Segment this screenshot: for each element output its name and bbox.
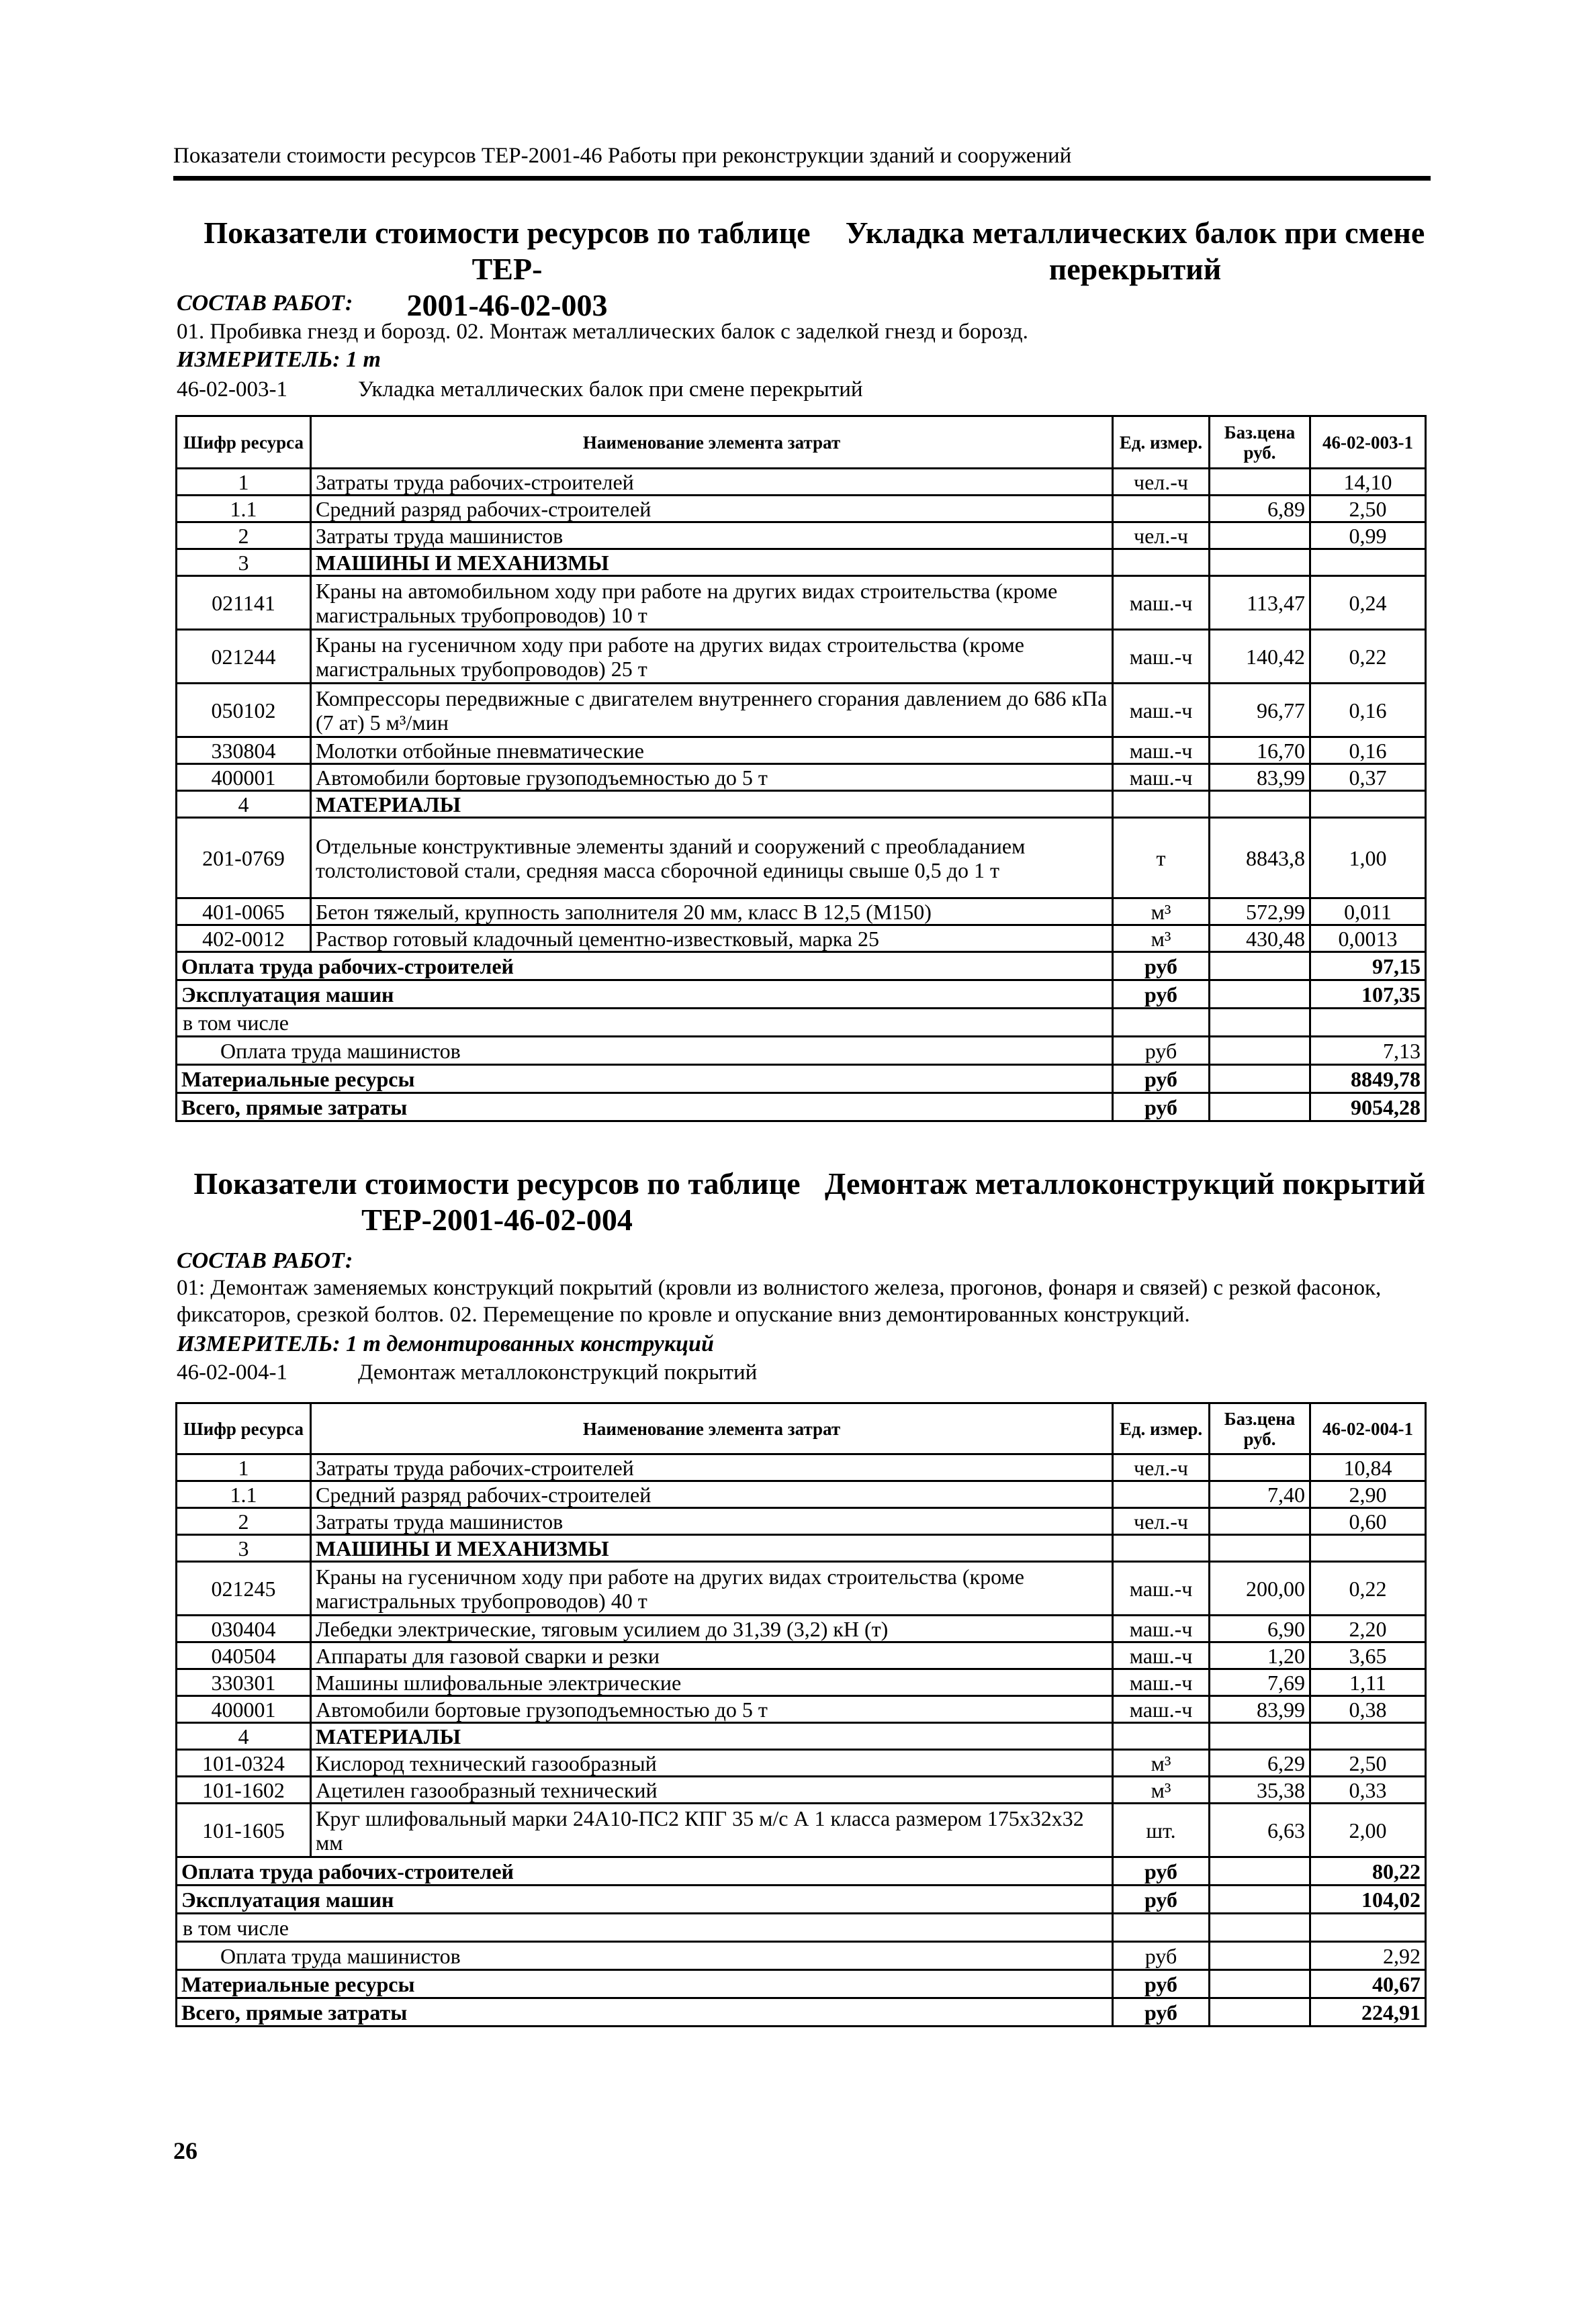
cell-unit: чел.-ч [1113, 469, 1210, 496]
cell-price [1210, 522, 1310, 549]
section-1-code: 46-02-003-1 [177, 377, 287, 402]
cell-unit: м³ [1113, 1750, 1210, 1777]
cell-code: 101-1605 [177, 1804, 311, 1857]
cell-price: 6,89 [1210, 496, 1310, 522]
cell-price [1210, 791, 1310, 818]
section-2-code-line [177, 1359, 757, 1386]
cell-code: 021245 [177, 1562, 311, 1616]
cell-unit [1113, 791, 1210, 818]
header-rule [173, 176, 1431, 181]
summary-row [177, 1998, 1426, 2027]
cell-unit [1113, 1535, 1210, 1562]
cell-price: 140,42 [1210, 630, 1310, 684]
summary-empty [1210, 1886, 1310, 1914]
cell-name: МАШИНЫ И МЕХАНИЗМЫ [311, 549, 1113, 576]
section-2-measure: ИЗМЕРИТЕЛЬ: 1 т демонтированных конструкций [177, 1332, 714, 1356]
col-header-name: Наименование элемента затрат [311, 416, 1113, 469]
cell-code: 050102 [177, 684, 311, 737]
cell-unit: маш.-ч [1113, 764, 1210, 791]
cell-name: Раствор готовый кладочный цементно-известковый, марка 25 [311, 925, 1113, 952]
cell-unit [1113, 1481, 1210, 1508]
summary-value: 40,67 [1310, 1970, 1426, 1998]
cell-name: Краны на гусеничном ходу при работе на других видах строительства (кроме магистральных трубопроводов) 25 т [311, 630, 1113, 684]
cell-code: 3 [177, 1535, 311, 1562]
table-row [177, 1696, 1426, 1723]
summary-label: Материальные ресурсы [177, 1065, 1113, 1093]
summary-row [177, 1914, 1426, 1942]
cell-norm: 0,38 [1310, 1696, 1426, 1723]
cell-code: 330301 [177, 1669, 311, 1696]
summary-empty [1210, 952, 1310, 980]
cell-name: Автомобили бортовые грузоподъемностью до 5 т [311, 764, 1113, 791]
summary-empty [1210, 1093, 1310, 1121]
cell-norm [1310, 549, 1426, 576]
summary-unit: руб [1113, 1037, 1210, 1065]
cell-norm: 0,24 [1310, 576, 1426, 630]
summary-value: 104,02 [1310, 1886, 1426, 1914]
section-1-operations: 01. Пробивка гнезд и борозд. 02. Монтаж металлических балок с заделкой гнезд и борозд. [177, 320, 1028, 344]
page-header: Показатели стоимости ресурсов ТЕР-2001-46 Работы при реконструкции зданий и сооружений [173, 144, 1072, 168]
summary-value: 224,91 [1310, 1998, 1426, 2027]
summary-label: Оплата труда машинистов [177, 1942, 1113, 1970]
summary-row [177, 1857, 1426, 1886]
summary-value: 2,92 [1310, 1942, 1426, 1970]
cell-unit: м³ [1113, 925, 1210, 952]
table-row [177, 898, 1426, 925]
table-row [177, 522, 1426, 549]
cell-norm: 2,90 [1310, 1481, 1426, 1508]
cell-code: 1.1 [177, 496, 311, 522]
table-row [177, 1508, 1426, 1535]
summary-empty [1210, 1970, 1310, 1998]
summary-label: Оплата труда рабочих-строителей [177, 1857, 1113, 1886]
cell-code: 040504 [177, 1642, 311, 1669]
cell-norm: 0,33 [1310, 1777, 1426, 1804]
cell-unit [1113, 496, 1210, 522]
summary-value: 107,35 [1310, 980, 1426, 1009]
cell-name: Затраты труда машинистов [311, 1508, 1113, 1535]
cell-name: Затраты труда машинистов [311, 522, 1113, 549]
page-number: 26 [173, 2137, 197, 2164]
cell-price [1210, 1454, 1310, 1481]
cell-norm: 14,10 [1310, 469, 1426, 496]
summary-unit: руб [1113, 1998, 1210, 2027]
cell-price: 6,63 [1210, 1804, 1310, 1857]
summary-empty [1210, 1857, 1310, 1886]
cell-code: 1.1 [177, 1481, 311, 1508]
summary-empty [1210, 1914, 1310, 1942]
cell-unit: т [1113, 818, 1210, 898]
table-row [177, 818, 1426, 898]
cell-name: Лебедки электрические, тяговым усилием до 31,39 (3,2) кН (т) [311, 1616, 1113, 1642]
summary-value: 7,13 [1310, 1037, 1426, 1065]
summary-row [177, 1065, 1426, 1093]
summary-empty [1210, 1037, 1310, 1065]
section-1-title [175, 215, 1431, 324]
table-row [177, 925, 1426, 952]
cell-price: 16,70 [1210, 737, 1310, 764]
cell-code: 201-0769 [177, 818, 311, 898]
table-row [177, 1454, 1426, 1481]
section-2-sostav-label: СОСТАВ РАБОТ: [177, 1248, 353, 1273]
cell-code: 2 [177, 1508, 311, 1535]
section-2-code-desc: Демонтаж металлоконструкций покрытий [358, 1360, 758, 1385]
summary-row [177, 1942, 1426, 1970]
summary-unit: руб [1113, 1886, 1210, 1914]
summary-row [177, 952, 1426, 980]
col-header-norm: 46-02-003-1 [1310, 416, 1426, 469]
cell-unit [1113, 549, 1210, 576]
cell-code: 400001 [177, 764, 311, 791]
summary-unit: руб [1113, 1970, 1210, 1998]
cell-norm: 2,50 [1310, 1750, 1426, 1777]
cell-code: 021244 [177, 630, 311, 684]
cell-unit: маш.-ч [1113, 630, 1210, 684]
summary-label: Оплата труда рабочих-строителей [177, 952, 1113, 980]
cell-price: 8843,8 [1210, 818, 1310, 898]
summary-unit [1113, 1914, 1210, 1942]
cell-name: Ацетилен газообразный технический [311, 1777, 1113, 1804]
col-header-price: Баз.цена руб. [1210, 416, 1310, 469]
summary-empty [1210, 1065, 1310, 1093]
section-1-table [175, 415, 1427, 1122]
summary-unit: руб [1113, 1093, 1210, 1121]
table-row [177, 1616, 1426, 1642]
cell-code: 101-0324 [177, 1750, 311, 1777]
cell-norm: 0,011 [1310, 898, 1426, 925]
cell-norm: 10,84 [1310, 1454, 1426, 1481]
cell-norm: 1,00 [1310, 818, 1426, 898]
summary-label: Всего, прямые затраты [177, 1998, 1113, 2027]
cell-price: 83,99 [1210, 1696, 1310, 1723]
cell-unit: маш.-ч [1113, 737, 1210, 764]
cell-name: Краны на автомобильном ходу при работе на других видах строительства (кроме магистральных трубопроводов) 10 т [311, 576, 1113, 630]
cell-name: Аппараты для газовой сварки и резки [311, 1642, 1113, 1669]
cell-unit: маш.-ч [1113, 1642, 1210, 1669]
cell-code: 021141 [177, 576, 311, 630]
cell-norm: 0,60 [1310, 1508, 1426, 1535]
section-2-table [175, 1402, 1427, 2027]
summary-row [177, 1037, 1426, 1065]
cell-unit: м³ [1113, 1777, 1210, 1804]
section-1-title-left-2: 2001-46-02-003 [406, 288, 608, 322]
cell-name: Бетон тяжелый, крупность заполнителя 20 мм, класс В 12,5 (М150) [311, 898, 1113, 925]
col-header-unit: Ед. измер. [1113, 416, 1210, 469]
cell-code: 4 [177, 791, 311, 818]
summary-unit: руб [1113, 1857, 1210, 1886]
cell-price: 83,99 [1210, 764, 1310, 791]
summary-empty [1210, 1998, 1310, 2027]
table-header-row [177, 1403, 1426, 1454]
table-row [177, 737, 1426, 764]
cell-unit [1113, 1723, 1210, 1750]
cell-norm: 0,0013 [1310, 925, 1426, 952]
summary-row [177, 1886, 1426, 1914]
section-1-title-left-1: Показатели стоимости ресурсов по таблице ТЕР- [204, 216, 811, 286]
table-row [177, 630, 1426, 684]
table-row [177, 1481, 1426, 1508]
col-header-name: Наименование элемента затрат [311, 1403, 1113, 1454]
cell-price [1210, 1508, 1310, 1535]
cell-price: 35,38 [1210, 1777, 1310, 1804]
cell-name: МАТЕРИАЛЫ [311, 1723, 1113, 1750]
cell-unit: маш.-ч [1113, 684, 1210, 737]
cell-name: Машины шлифовальные электрические [311, 1669, 1113, 1696]
cell-norm [1310, 1535, 1426, 1562]
summary-value: 8849,78 [1310, 1065, 1426, 1093]
cell-norm: 2,50 [1310, 496, 1426, 522]
cell-price: 6,29 [1210, 1750, 1310, 1777]
section-1-sostav-label: СОСТАВ РАБОТ: [177, 291, 353, 316]
summary-value: 9054,28 [1310, 1093, 1426, 1121]
cell-unit: маш.-ч [1113, 1616, 1210, 1642]
summary-label: Всего, прямые затраты [177, 1093, 1113, 1121]
cell-code: 1 [177, 1454, 311, 1481]
table-row-category [177, 1535, 1426, 1562]
cell-name: Затраты труда рабочих-строителей [311, 1454, 1113, 1481]
summary-unit: руб [1113, 1065, 1210, 1093]
cell-price: 6,90 [1210, 1616, 1310, 1642]
cell-norm [1310, 1723, 1426, 1750]
summary-value [1310, 1009, 1426, 1037]
table-row [177, 496, 1426, 522]
cell-code: 400001 [177, 1696, 311, 1723]
summary-unit [1113, 1009, 1210, 1037]
cell-code: 4 [177, 1723, 311, 1750]
summary-empty [1210, 980, 1310, 1009]
table-row [177, 1562, 1426, 1616]
cell-unit: шт. [1113, 1804, 1210, 1857]
cell-code: 3 [177, 549, 311, 576]
cell-norm: 0,16 [1310, 684, 1426, 737]
cell-name: Краны на гусеничном ходу при работе на других видах строительства (кроме магистральных трубопроводов) 40 т [311, 1562, 1113, 1616]
col-header-norm: 46-02-004-1 [1310, 1403, 1426, 1454]
cell-unit: маш.-ч [1113, 1562, 1210, 1616]
section-1-title-right-2: перекрытий [1048, 252, 1222, 286]
cell-name: Компрессоры передвижные с двигателем внутреннего сгорания давлением до 686 кПа (7 ат) 5 м³/мин [311, 684, 1113, 737]
section-2-title-left-1: Показатели стоимости ресурсов по таблице [193, 1166, 801, 1201]
cell-unit: маш.-ч [1113, 1669, 1210, 1696]
cell-code: 402-0012 [177, 925, 311, 952]
cell-norm [1310, 791, 1426, 818]
cell-norm: 0,37 [1310, 764, 1426, 791]
cell-norm: 0,16 [1310, 737, 1426, 764]
cell-name: Отдельные конструктивные элементы зданий и сооружений с преобладанием толстолистовой стали, средняя масса сборочной единицы свыше 0,5 до 1 т [311, 818, 1113, 898]
cell-price [1210, 549, 1310, 576]
summary-label: Эксплуатация машин [177, 1886, 1113, 1914]
section-2-title-right-1: Демонтаж металлоконструкций покрытий [824, 1166, 1426, 1201]
table-header-row [177, 416, 1426, 469]
summary-label: Материальные ресурсы [177, 1970, 1113, 1998]
cell-price: 7,40 [1210, 1481, 1310, 1508]
cell-unit: м³ [1113, 898, 1210, 925]
section-1-code-line [177, 376, 863, 403]
summary-row [177, 980, 1426, 1009]
col-header-price: Баз.цена руб. [1210, 1403, 1310, 1454]
cell-norm: 0,99 [1310, 522, 1426, 549]
cell-name: Круг шлифовальный марки 24А10-ПС2 КПГ 35 м/с А 1 класса размером 175х32х32 мм [311, 1804, 1113, 1857]
cell-price: 430,48 [1210, 925, 1310, 952]
summary-row [177, 1093, 1426, 1121]
table-row [177, 1669, 1426, 1696]
summary-label: в том числе [177, 1009, 1113, 1037]
cell-norm: 0,22 [1310, 630, 1426, 684]
cell-unit: чел.-ч [1113, 522, 1210, 549]
cell-code: 101-1602 [177, 1777, 311, 1804]
summary-label: Оплата труда машинистов [177, 1037, 1113, 1065]
cell-name: Автомобили бортовые грузоподъемностью до 5 т [311, 1696, 1113, 1723]
cell-price: 1,20 [1210, 1642, 1310, 1669]
cell-price: 96,77 [1210, 684, 1310, 737]
cell-code: 1 [177, 469, 311, 496]
cell-price: 7,69 [1210, 1669, 1310, 1696]
cell-norm: 2,20 [1310, 1616, 1426, 1642]
cell-norm: 0,22 [1310, 1562, 1426, 1616]
cell-name: МАШИНЫ И МЕХАНИЗМЫ [311, 1535, 1113, 1562]
summary-unit: руб [1113, 980, 1210, 1009]
section-1-code-desc: Укладка металлических балок при смене перекрытий [358, 377, 863, 402]
summary-unit: руб [1113, 952, 1210, 980]
table-row-category [177, 549, 1426, 576]
cell-norm: 2,00 [1310, 1804, 1426, 1857]
cell-price: 572,99 [1210, 898, 1310, 925]
summary-row [177, 1970, 1426, 1998]
section-2-title-left-2: ТЕР-2001-46-02-004 [361, 1203, 633, 1237]
cell-unit: маш.-ч [1113, 576, 1210, 630]
table-row [177, 469, 1426, 496]
cell-norm: 3,65 [1310, 1642, 1426, 1669]
summary-label: в том числе [177, 1914, 1113, 1942]
col-header-code: Шифр ресурса [177, 1403, 311, 1454]
cell-name: Средний разряд рабочих-строителей [311, 496, 1113, 522]
summary-value: 97,15 [1310, 952, 1426, 980]
cell-name: Средний разряд рабочих-строителей [311, 1481, 1113, 1508]
cell-unit: чел.-ч [1113, 1454, 1210, 1481]
summary-label: Эксплуатация машин [177, 980, 1113, 1009]
table-row [177, 576, 1426, 630]
cell-price: 113,47 [1210, 576, 1310, 630]
section-2-title [175, 1166, 1431, 1238]
cell-code: 030404 [177, 1616, 311, 1642]
section-1-measure: ИЗМЕРИТЕЛЬ: 1 т [177, 347, 381, 372]
cell-name: МАТЕРИАЛЫ [311, 791, 1113, 818]
cell-name: Затраты труда рабочих-строителей [311, 469, 1113, 496]
cell-unit: чел.-ч [1113, 1508, 1210, 1535]
cell-unit: маш.-ч [1113, 1696, 1210, 1723]
table-row [177, 684, 1426, 737]
cell-price [1210, 1723, 1310, 1750]
table-row [177, 1642, 1426, 1669]
summary-row [177, 1009, 1426, 1037]
cell-price [1210, 469, 1310, 496]
cell-name: Молотки отбойные пневматические [311, 737, 1113, 764]
cell-code: 2 [177, 522, 311, 549]
cell-name: Кислород технический газообразный [311, 1750, 1113, 1777]
cell-norm: 1,11 [1310, 1669, 1426, 1696]
summary-value [1310, 1914, 1426, 1942]
table-row [177, 1750, 1426, 1777]
section-2-code: 46-02-004-1 [177, 1360, 287, 1385]
cell-code: 330804 [177, 737, 311, 764]
summary-unit: руб [1113, 1942, 1210, 1970]
cell-code: 401-0065 [177, 898, 311, 925]
table-row [177, 1804, 1426, 1857]
summary-empty [1210, 1942, 1310, 1970]
summary-value: 80,22 [1310, 1857, 1426, 1886]
section-1-title-right-1: Укладка металлических балок при смене [845, 216, 1425, 250]
table-row [177, 764, 1426, 791]
cell-price: 200,00 [1210, 1562, 1310, 1616]
col-header-code: Шифр ресурса [177, 416, 311, 469]
table-row-category [177, 791, 1426, 818]
cell-price [1210, 1535, 1310, 1562]
summary-empty [1210, 1009, 1310, 1037]
table-row-category [177, 1723, 1426, 1750]
col-header-unit: Ед. измер. [1113, 1403, 1210, 1454]
section-2-operations: 01: Демонтаж заменяемых конструкций покрытий (кровли из волнистого железа, прогонов, фонаря и связей) с резкой фасонок, фиксаторов, срезкой болтов. 02. Перемещение по кровле и опускание вниз демонтированных конструкций. [177, 1276, 1382, 1327]
table-row [177, 1777, 1426, 1804]
